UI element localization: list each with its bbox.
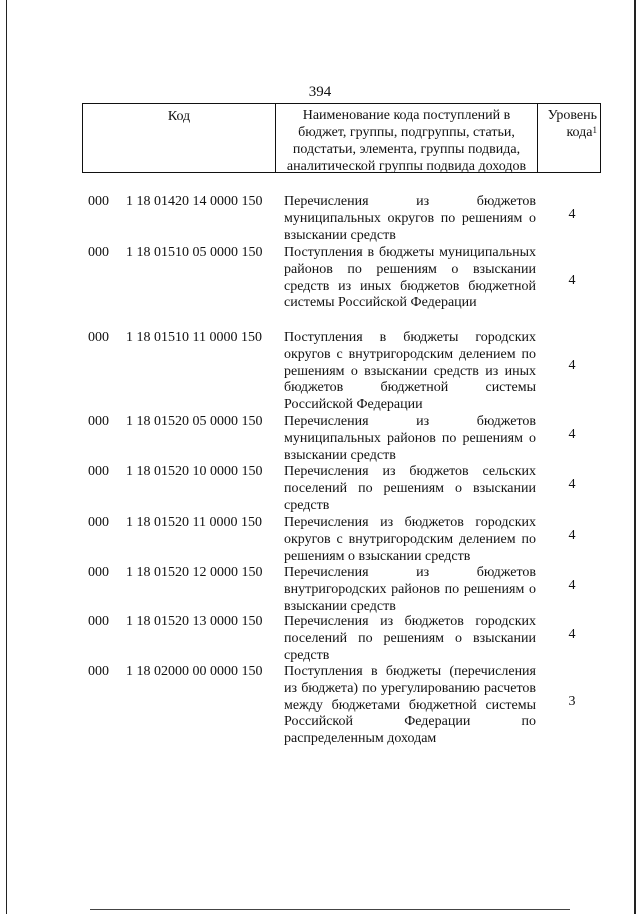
row-prefix: 000 (88, 664, 109, 679)
header-cell-name (276, 104, 538, 172)
row-prefix: 000 (88, 614, 109, 629)
header-name-label: Наименование кода поступлений в бюджет, группы, подгруппы, статьи, подстатьи, элемента, группы подвида, аналитической группы подвида доходов (286, 108, 527, 174)
row-level: 4 (568, 627, 576, 642)
scan-edge-right (634, 0, 636, 914)
table-header (82, 103, 601, 173)
row-name: Перечисления из бюджетов муниципальных районов по решениям о взыскании средств (284, 414, 536, 463)
row-prefix: 000 (88, 414, 109, 429)
page-number: 394 (308, 84, 332, 100)
row-level: 4 (568, 427, 576, 442)
row-prefix: 000 (88, 565, 109, 580)
row-code: 1 18 01420 14 0000 150 (126, 194, 263, 209)
header-cell-code (83, 104, 276, 172)
row-level: 4 (568, 528, 576, 543)
scan-edge-left (6, 0, 7, 914)
row-level: 4 (568, 578, 576, 593)
row-prefix: 000 (88, 194, 109, 209)
scan-edge-bottom (90, 909, 570, 910)
row-name: Перечисления из бюджетов городских поселений по решениям о взыскании средств (284, 614, 536, 663)
header-code-label: Код (167, 109, 191, 124)
row-code: 1 18 01510 05 0000 150 (126, 245, 263, 260)
row-prefix: 000 (88, 464, 109, 479)
row-code: 1 18 01520 05 0000 150 (126, 414, 263, 429)
header-level-label (538, 107, 597, 141)
row-prefix: 000 (88, 245, 109, 260)
row-level: 4 (568, 358, 576, 373)
row-name: Поступления в бюджеты (перечисления из бюджета) по урегулированию расчетов между бюджетами бюджетной системы Российской Федерации по распределенным доходам (284, 664, 536, 747)
row-name: Перечисления из бюджетов сельских поселений по решениям о взыскании средств (284, 464, 536, 513)
row-name: Перечисления из бюджетов городских округов с внутригородским делением по решениям о взыскании средств (284, 515, 536, 564)
row-code: 1 18 01520 13 0000 150 (126, 614, 263, 629)
row-code: 1 18 01510 11 0000 150 (126, 330, 262, 345)
row-name: Поступления в бюджеты муниципальных районов по решениям о взыскании средств из иных бюджетов бюджетной системы Российской Федерации (284, 245, 536, 311)
row-code: 1 18 01520 12 0000 150 (126, 565, 263, 580)
row-level: 4 (568, 207, 576, 222)
header-level-text: Уровень кода (547, 108, 597, 140)
row-prefix: 000 (88, 330, 109, 345)
row-name: Перечисления из бюджетов внутригородских районов по решениям о взыскании средств (284, 565, 536, 614)
row-code: 1 18 01520 10 0000 150 (126, 464, 263, 479)
row-name: Перечисления из бюджетов муниципальных округов по решениям о взыскании средств (284, 194, 536, 243)
row-level: 4 (568, 273, 576, 288)
row-level: 3 (568, 694, 576, 709)
footnote-marker: 1 (592, 125, 597, 135)
row-code: 1 18 01520 11 0000 150 (126, 515, 262, 530)
row-code: 1 18 02000 00 0000 150 (126, 664, 263, 679)
row-level: 4 (568, 477, 576, 492)
header-cell-level (538, 104, 601, 172)
row-prefix: 000 (88, 515, 109, 530)
row-name: Поступления в бюджеты городских округов с внутригородским делением по решениям о взыскании средств из иных бюджетов бюджетной системы Российской Федерации (284, 330, 536, 413)
